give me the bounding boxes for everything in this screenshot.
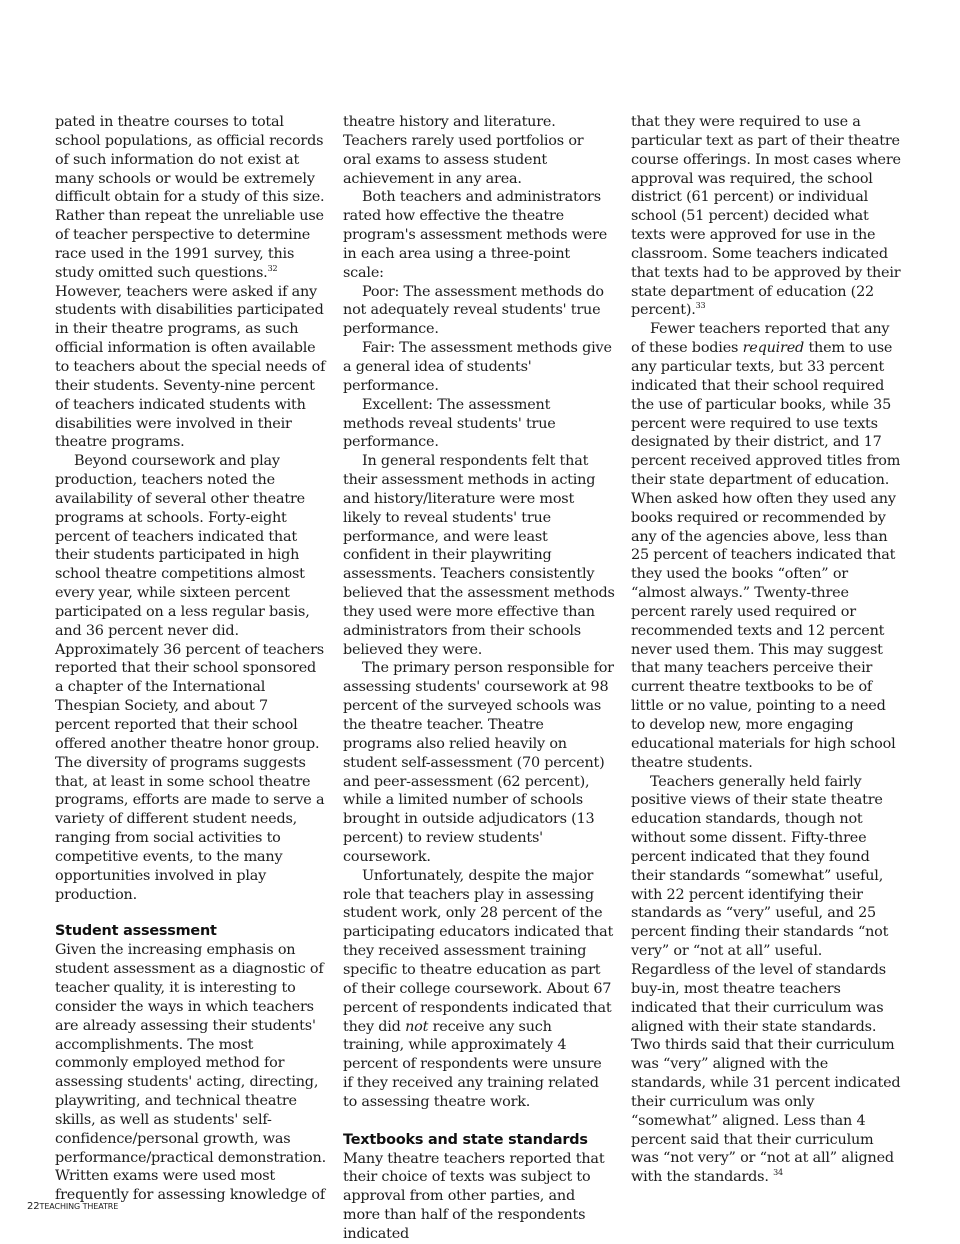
column-left — [55, 113, 327, 1205]
section-heading-textbooks: Textbooks and state standards — [343, 1131, 588, 1148]
body-paragraph: Teachers generally held fairly positive views of their state theatre education standards, though not without some dissent. Fifty-three percent indicated that they found their standards “somewhat” useful, with 22 percent identifying their standards as “very” useful, and 25 percent finding their standards “not very” or “not at all” useful. Regardless of the level of standards buy-in, most theatre teachers indicated that their curriculum was aligned with their state standards. Two thirds said that their curriculum was “very” aligned with the standards, while 31 percent indicated their curriculum was only “somewhat” aligned. Less than 4 percent said that their curriculum was “not very” or “not at all” aligned with the standards. $^{34}$ — [631, 773, 901, 1186]
body-paragraph: Beyond coursework and play production, teachers noted the availability of several other theatre programs at schools. Forty-eight percent of teachers indicated that their students participated in high school theatre competitions almost every year, while sixteen percent participated on a less regular basis, and 36 percent never did. Approximately 36 percent of teachers reported that their school sponsored a chapter of the International Thespian Society, and about 7 percent reported that their school offered another theatre honor group. The diversity of programs suggests that, at least in some school theatre programs, efforts are made to serve a variety of different student needs, ranging from social activities to competitive events, to the many opportunities involved in play production. — [55, 453, 325, 903]
body-paragraph: Both teachers and administrators rated how effective the theatre program's assessment methods were in each area using a three-point scale: — [343, 189, 608, 281]
body-paragraph: Given the increasing emphasis on student assessment as a diagnostic of teacher quality, it is interesting to consider the ways in which teachers are already assessing their students' accomplishments. The most commonly employed method for assessing students' acting, directing, playwriting, and technical theatre skills, as well as students' self-confidence/personal growth, was performance/practical demonstration. Written exams were used most frequently for assessing knowledge of — [55, 942, 326, 1204]
column-right — [631, 113, 903, 1187]
publication-name: TEACHING THEATRE — [39, 1202, 119, 1211]
footnote-ref[interactable]: 33 — [695, 301, 706, 311]
body-paragraph: theatre history and literature. Teachers rarely used portfolios or oral exams to assess student achievement in any area. — [343, 114, 584, 187]
scale-item-excellent: Excellent: The assessment methods reveal students' true performance. — [343, 396, 556, 451]
column-middle — [343, 113, 615, 1244]
body-paragraph: Unfortunately, despite the major role that teachers play in assessing student work, only 28 percent of the participating educators indicated that they received assessment training specific to theatre education as part of their college coursework. About 67 percent of respondents indicated that they did not receive any such training, while approximately 4 percent of respondents were unsure if they received any training related to assessing theatre work. — [343, 867, 614, 1110]
footnote-ref[interactable]: 32 — [267, 263, 278, 273]
body-paragraph: Many theatre teachers reported that their choice of texts was subject to approval from other parties, and more than half of the respondents indicated — [343, 1150, 605, 1242]
page-footer — [27, 1202, 118, 1212]
scale-item-poor: Poor: The assessment methods do not adequately reveal students' true performance. — [343, 283, 604, 338]
body-paragraph: pated in theatre courses to total school populations, as official records of such information do not exist at many schools or would be extremely difficult obtain for a study of this size. Rather than repeat the unreliable use of teacher perspective to determine race used in the 1991 survey, this study omitted such questions.$^{32}$ However, teachers were asked if any students with disabilities participated in their theatre programs, as such official information is often available to teachers about the special needs of their students. Seventy-nine percent of teachers indicated students with disabilities were involved in their theatre programs. — [55, 114, 326, 451]
page-number: 22 — [27, 1201, 40, 1212]
section-heading-student-assessment: Student assessment — [55, 923, 217, 940]
body-paragraph: Fewer teachers reported that any of these bodies required them to use any particular texts, but 33 percent indicated that their school required the use of particular books, while 35 percent were required to use texts designated by their district, and 17 percent received approved titles from their state department of education. When asked how often they used any books required or recommended by any of the agencies above, less than 25 percent of teachers indicated that they used the books “often” or “almost always.” Twenty-three percent rarely used required or recommended texts and 12 percent never used them. This may suggest that many teachers perceive their current theatre textbooks to be of little or no value, pointing to a need to develop new, more engaging educational materials for high school theatre students. — [631, 321, 901, 771]
footnote-ref[interactable]: 34 — [773, 1168, 783, 1178]
body-paragraph: that they were required to use a particular text as part of their theatre course offerings. In most cases where approval was required, the school district (61 percent) or individual school (51 percent) decided what texts were approved for use in the classroom. Some teachers indicated that texts had to be approved by their state department of education (22 percent).$^{33}$ — [631, 114, 901, 319]
body-paragraph: The primary person responsible for assessing students' coursework at 98 percent of the surveyed schools was the theatre teacher. Theatre programs also relied heavily on student self-assessment (70 percent) and peer-assessment (62 percent), while a limited number of schools brought in outside adjudicators (13 percent) to review students' coursework. — [343, 660, 614, 865]
scale-item-fair: Fair: The assessment methods give a general idea of students' performance. — [343, 340, 612, 394]
body-paragraph: In general respondents felt that their assessment methods in acting and history/literature were most likely to reveal students' true performance, and were least confident in their playwriting assessments. Teachers consistently believed that the assessment methods they used were more effective than administrators from their schools believed they were. — [343, 453, 615, 658]
